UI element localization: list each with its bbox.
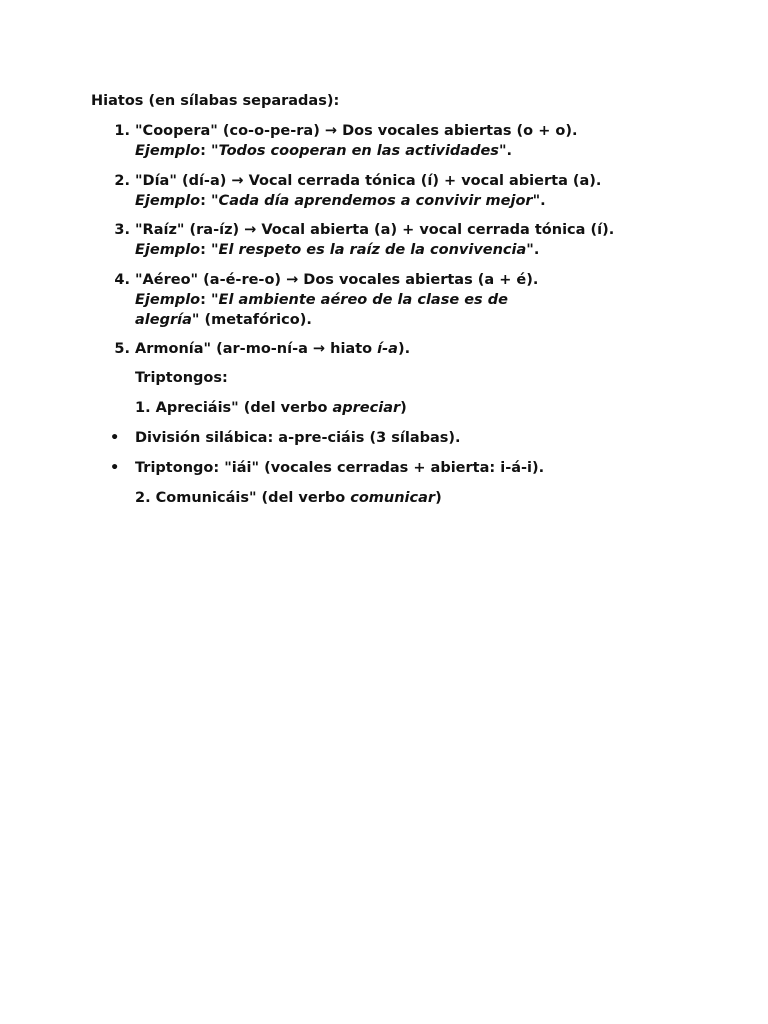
item-italic: í-a <box>377 341 398 357</box>
example-sep: : " <box>200 193 219 209</box>
bullet-item-1: División silábica: a-pre-ciáis (3 sílabas). <box>135 430 461 446</box>
item-text: "Aéreo" (a-é-re-o) → Dos vocales abiertas (a + é). <box>135 272 539 288</box>
example-sep: : " <box>200 242 219 258</box>
example-sep: : " <box>200 143 219 159</box>
item-number: 4. <box>114 272 130 288</box>
hiato-example-2 <box>135 191 546 211</box>
triptongo-item-1 <box>135 398 407 418</box>
example-end: ". <box>498 143 513 159</box>
bullet-icon: • <box>110 460 120 476</box>
hiato-item-4 <box>110 270 538 290</box>
triptongo-text: 1. Apreciáis" (del verbo <box>135 400 333 416</box>
example-end: " (metafórico). <box>191 312 312 328</box>
item-end: ). <box>397 341 411 357</box>
item-number: 3. <box>114 222 130 238</box>
item-text: "Día" (dí-a) → Vocal cerrada tónica (í) + vocal abierta (a). <box>135 173 602 189</box>
item-text: Armonía" (ar-mo-ní-a → hiato <box>135 341 378 357</box>
hiato-item-3 <box>110 220 614 240</box>
example-text: Todos cooperan en las actividades <box>218 143 499 159</box>
triptongo-text: 2. Comunicáis" (del verbo <box>135 490 351 506</box>
example-text-continued: alegría <box>135 312 192 328</box>
example-label: Ejemplo <box>135 193 201 209</box>
heading-triptongos: Triptongos: <box>135 370 228 386</box>
triptongo-end: ) <box>400 400 407 416</box>
hiato-example-1 <box>135 141 512 161</box>
heading-hiatos: Hiatos (en sílabas separadas): <box>91 93 340 109</box>
hiato-item-1 <box>110 121 578 141</box>
hiato-example-4-continued <box>135 310 312 330</box>
example-text: Cada día aprendemos a convivir mejor <box>218 193 533 209</box>
example-sep: : " <box>200 292 219 308</box>
example-text: El ambiente aéreo de la clase es de <box>218 292 508 308</box>
example-label: Ejemplo <box>135 242 201 258</box>
bullet-icon: • <box>110 430 120 446</box>
triptongo-item-2 <box>135 488 442 508</box>
bullet-item-2: Triptongo: "iái" (vocales cerradas + abierta: i-á-i). <box>135 460 545 476</box>
hiato-example-4 <box>135 290 508 310</box>
item-number: 5. <box>114 341 130 357</box>
item-text: "Coopera" (co-o-pe-ra) → Dos vocales abiertas (o + o). <box>135 123 578 139</box>
item-number: 2. <box>114 173 130 189</box>
hiato-item-2 <box>110 171 601 191</box>
triptongo-verb: apreciar <box>332 400 401 416</box>
example-end: ". <box>526 242 540 258</box>
example-text: El respeto es la raíz de la convivencia <box>218 242 527 258</box>
triptongo-verb: comunicar <box>350 490 436 506</box>
example-end: ". <box>532 193 546 209</box>
item-number: 1. <box>114 123 130 139</box>
example-label: Ejemplo <box>135 292 201 308</box>
example-label: Ejemplo <box>135 143 201 159</box>
hiato-example-3 <box>135 240 539 260</box>
hiato-item-5 <box>110 339 410 359</box>
item-text: "Raíz" (ra-íz) → Vocal abierta (a) + vocal cerrada tónica (í). <box>135 222 615 238</box>
triptongo-end: ) <box>435 490 442 506</box>
